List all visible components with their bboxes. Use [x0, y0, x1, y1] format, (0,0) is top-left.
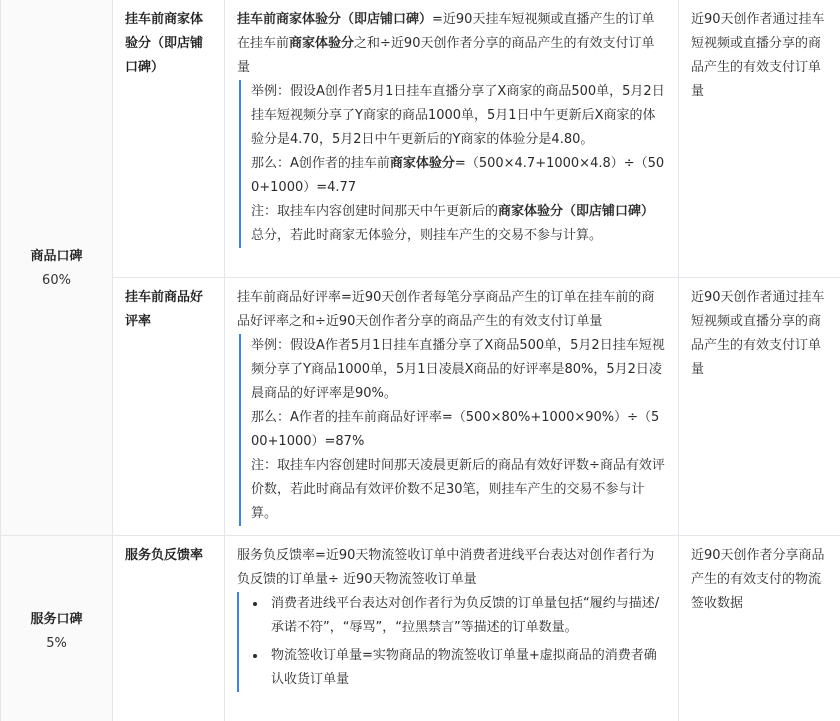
definition-text: 挂车前商品好评率=近90天创作者每笔分享商品产生的订单在挂车前的商品好评率之和÷近90天创作者分享的商品产生的有效支付订单量	[237, 290, 655, 329]
definition-text	[237, 8, 666, 80]
table-row	[1, 0, 840, 278]
source-cell: 近90天创作者通过挂车短视频或直播分享的商品产生的有效支付订单量	[679, 278, 840, 536]
metric-cell	[113, 0, 225, 278]
calc-bold: 商家体验分	[389, 156, 455, 171]
metric-name: 挂车前商品好评率	[125, 290, 204, 329]
definition-cell	[225, 278, 679, 536]
note-part: 注：取挂车内容创建时间那天中午更新后的	[251, 204, 499, 219]
metric-cell	[113, 278, 225, 536]
definition-cell	[225, 0, 679, 278]
example-text: 举例：假设A创作者5月1日挂车直播分享了X商家的商品500单，5月2日挂车短视频分享了Y商家的商品1000单，5月1日中午更新后X商家的体验分是4.70，5月2日中午更新后的Y商家的体验分是4.80。	[251, 84, 665, 147]
definition-part: 之和÷近90天创作者分享的商品产生的有效支付订单量	[237, 36, 655, 75]
definition-cell	[225, 536, 679, 721]
category-name: 商品口碑	[30, 248, 83, 264]
table-row	[1, 536, 840, 721]
example-text: 举例：假设A作者5月1日挂车直播分享了X商品500单，5月2日挂车短视频分享了Y商品1000单，5月1日凌晨X商品的好评率是80%，5月2日凌晨商品的好评率是90%。	[251, 338, 665, 401]
definition-term: 挂车前商家体验分（即店铺口碑）	[237, 12, 433, 27]
category-weight: 60%	[42, 272, 71, 288]
calc-text: 那么：A作者的挂车前商品好评率=（500×80%+1000×90%）÷（500+1000）=87%	[251, 410, 660, 449]
category-name: 服务口碑	[30, 611, 83, 627]
note-part: 总分，若此时商家无体验分，则挂车产生的交易不参与计算。	[251, 228, 603, 243]
example-block	[239, 80, 666, 248]
category-cell	[1, 536, 113, 721]
definition-bold: 商家体验分	[289, 36, 355, 51]
metric-name: 挂车前商家体验分（即店铺口碑）	[125, 12, 204, 75]
calc-part: =（500×4.7+1000×4.8）÷（500+1000）=4.77	[251, 156, 665, 195]
definition-part: =近90天挂车短视频或直播产生的订单在挂车前	[237, 12, 655, 51]
calc-part: 那么：A创作者的挂车前	[251, 156, 390, 171]
calc-text	[251, 152, 666, 200]
list-item: 物流签收订单量=实物商品的物流签收订单量+虚拟商品的消费者确认收货订单量	[239, 644, 666, 692]
note-bold: 商家体验分（即店铺口碑）	[498, 204, 655, 219]
definition-text: 服务负反馈率=近90天物流签收订单中消费者进线平台表达对创作者行为负反馈的订单量÷ 近90天物流签收订单量	[237, 548, 655, 587]
note-text: 注：取挂车内容创建时间那天凌晨更新后的商品有效好评数÷商品有效评价数，若此时商品有效评价数不足30笔，则挂车产生的交易不参与计算。	[251, 458, 665, 521]
category-cell	[1, 0, 113, 536]
table-row	[1, 278, 840, 536]
metric-cell	[113, 536, 225, 721]
source-cell: 近90天创作者通过挂车短视频或直播分享的商品产生的有效支付订单量	[679, 0, 840, 278]
list-item: 消费者进线平台表达对创作者行为负反馈的订单量包括“履约与描述/承诺不符”，“辱骂”，“拉黑禁言”等描述的订单数量。	[239, 592, 666, 640]
example-block	[239, 334, 666, 526]
category-weight: 5%	[46, 635, 67, 651]
note-text	[251, 200, 666, 248]
metric-name: 服务负反馈率	[125, 548, 204, 563]
bullet-list	[237, 592, 666, 692]
source-cell: 近90天创作者分享商品产生的有效支付的物流签收数据	[679, 536, 840, 721]
